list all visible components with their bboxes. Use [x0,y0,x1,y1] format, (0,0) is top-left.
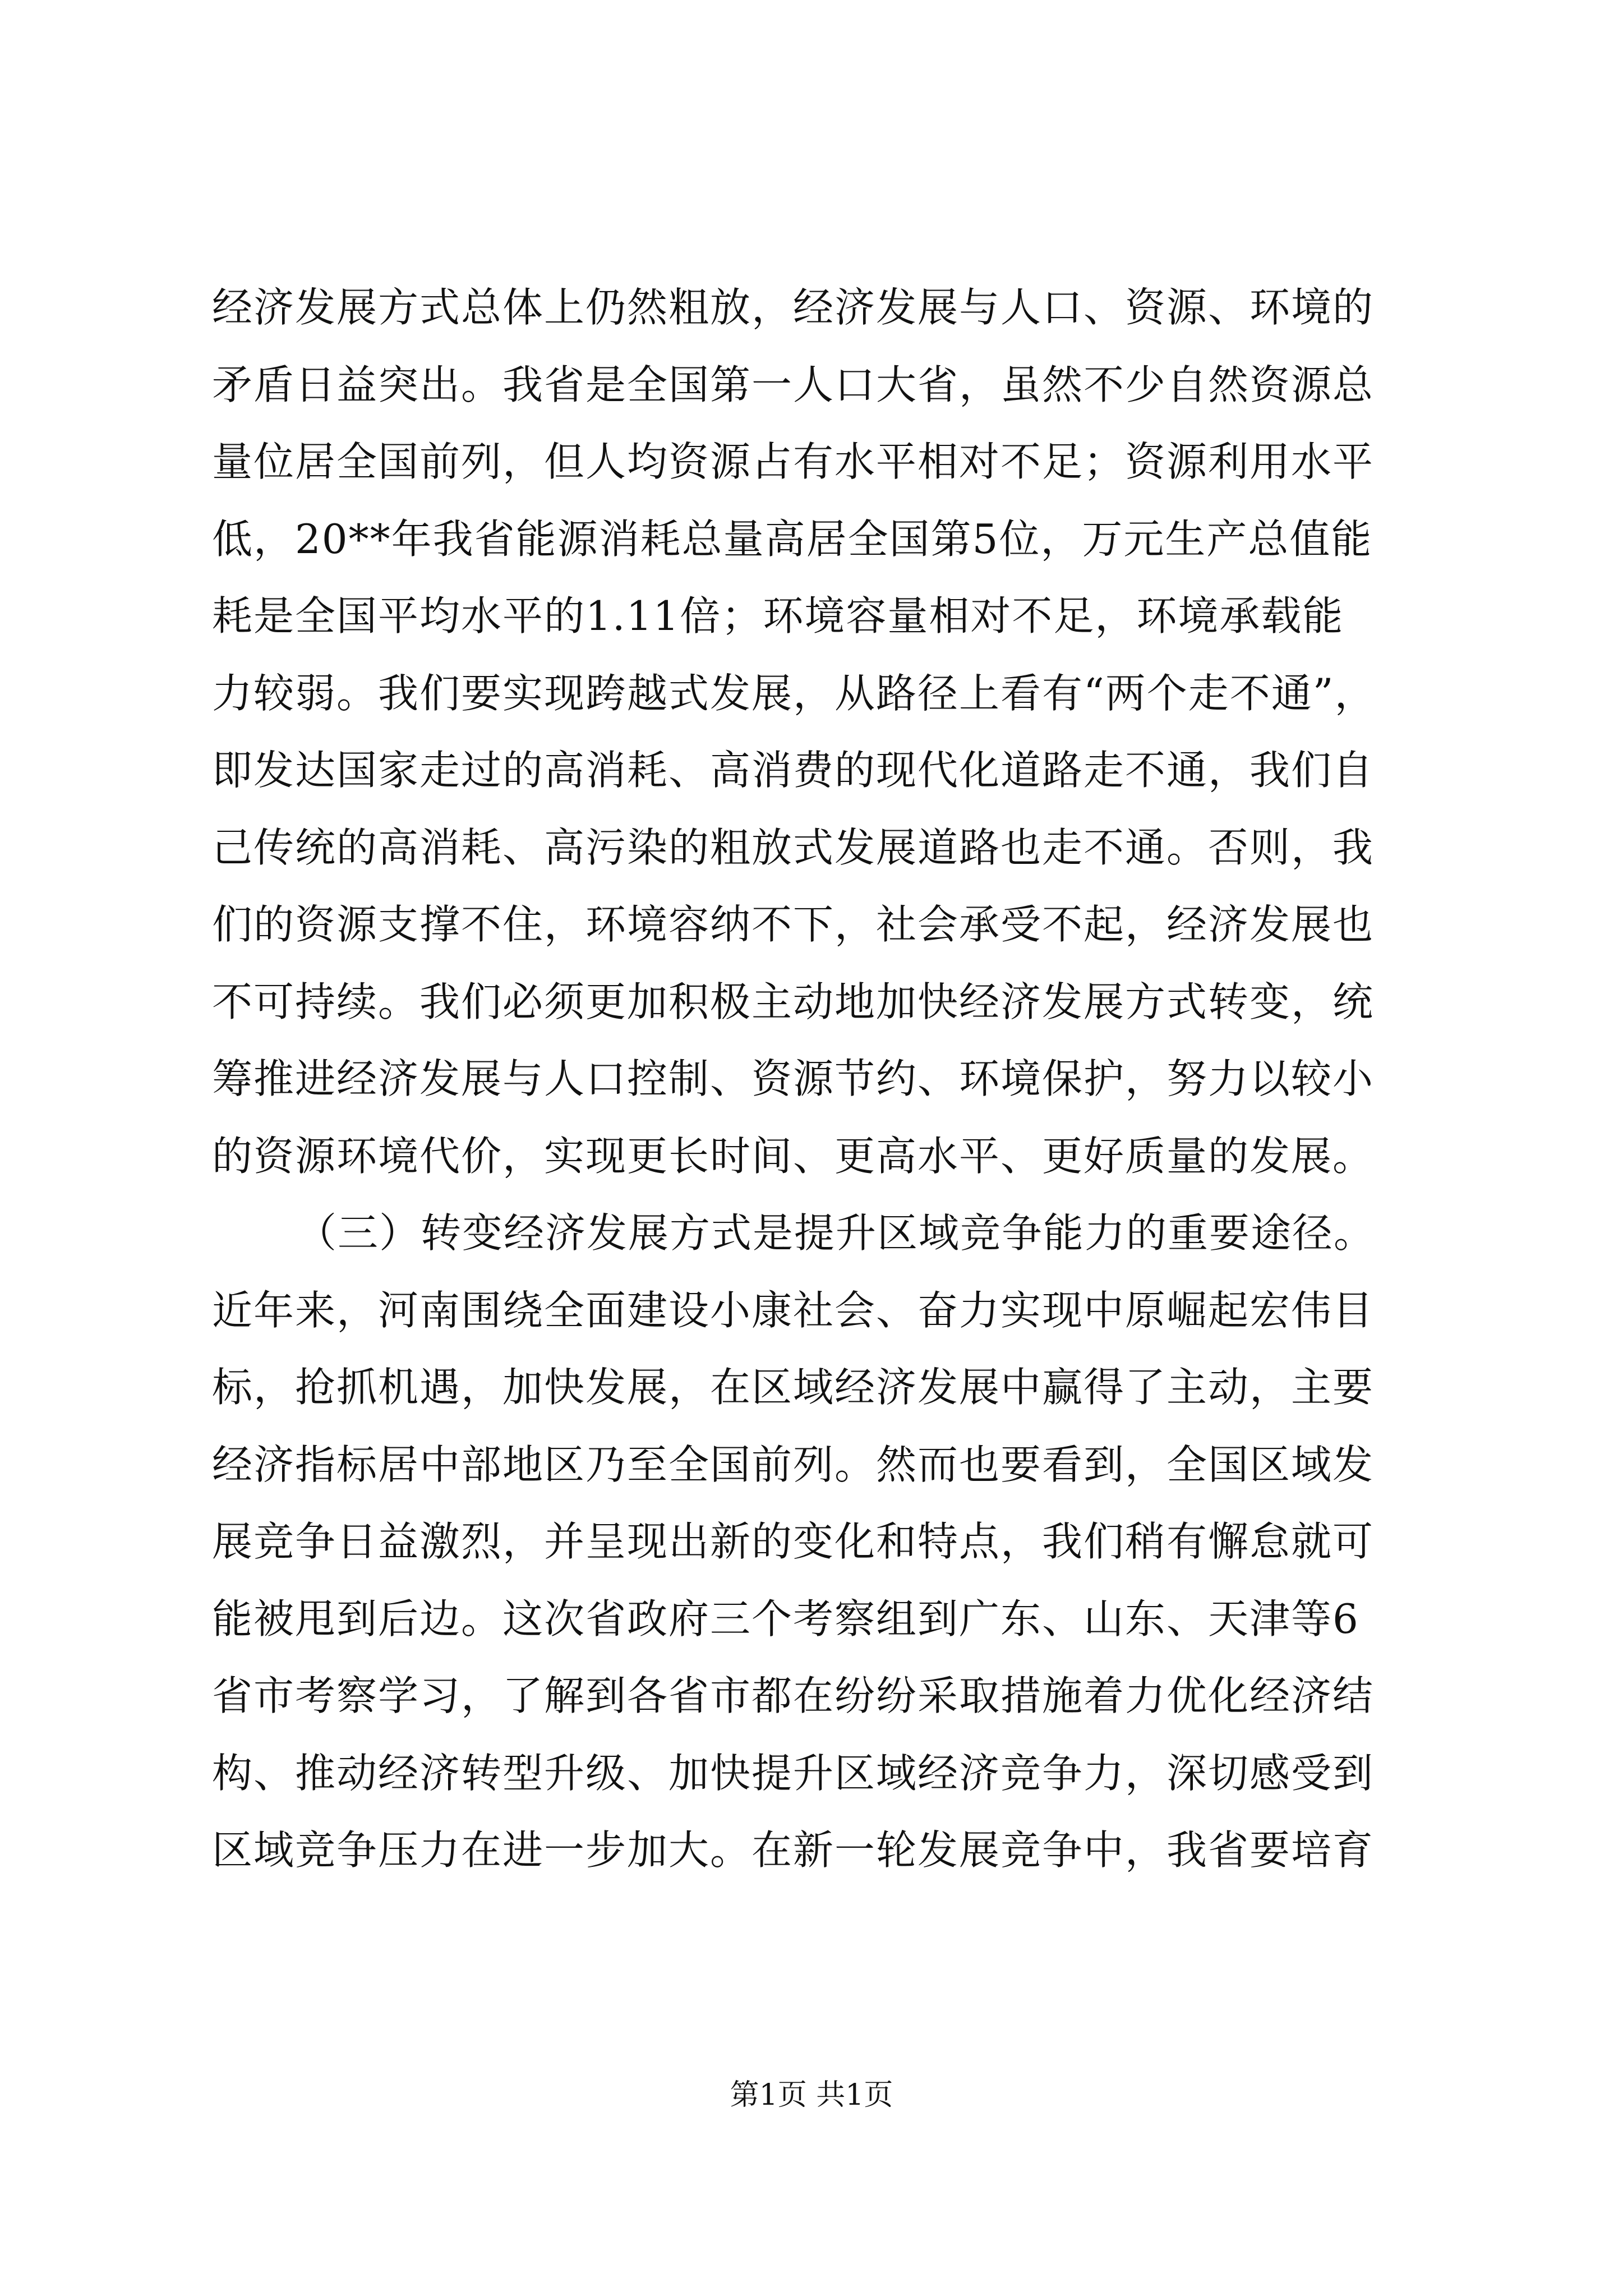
text-line: 标，抢抓机遇，加快发展，在区域经济发展中赢得了主动，主要 [212,1364,1375,1411]
body-text [212,269,1418,1889]
text-line: 己传统的高消耗、高污染的粗放式发展道路也走不通。否则，我 [212,823,1375,871]
text-line: 力较弱。我们要实现跨越式发展，从路径上看有“两个走不通”， [212,669,1376,717]
text-line: 低，20**年我省能源消耗总量高居全国第5位，万元生产总值能 [212,515,1373,563]
text-line: 耗是全国平均水平的1.11倍；环境容量相对不足，环境承载能 [212,592,1344,639]
text-line: 量位居全国前列，但人均资源占有水平相对不足；资源利用水平 [212,438,1375,485]
text-line: 筹推进经济发展与人口控制、资源节约、环境保护，努力以较小 [212,1055,1375,1102]
text-line: 不可持续。我们必须更加积极主动地加快经济发展方式转变，统 [212,978,1375,1025]
page-number: 第1页 共1页 [730,2078,893,2112]
text-line: 区域竞争压力在进一步加大。在新一轮发展竞争中，我省要培育 [212,1826,1375,1874]
text-line: 能被甩到后边。这次省政府三个考察组到广东、山东、天津等6 [212,1595,1359,1642]
text-line: 省市考察学习，了解到各省市都在纷纷采取措施着力优化经济结 [212,1672,1375,1719]
text-line: 即发达国家走过的高消耗、高消费的现代化道路走不通，我们自 [212,747,1375,794]
text-line: 矛盾日益突出。我省是全国第一人口大省，虽然不少自然资源总 [212,361,1375,408]
text-line: 构、推动经济转型升级、加快提升区域经济竞争力，深切感受到 [212,1749,1375,1797]
text-line: 经济指标居中部地区乃至全国前列。然而也要看到，全国区域发 [212,1441,1375,1488]
section-heading-line: （三）转变经济发展方式是提升区域竞争能力的重要途径。 [296,1209,1376,1257]
page-footer [0,2076,1623,2115]
text-line: 展竞争日益激烈，并呈现出新的变化和特点，我们稍有懈怠就可 [212,1518,1375,1565]
text-line: 们的资源支撑不住，环境容纳不下，社会承受不起，经济发展也 [212,901,1375,948]
text-line: 经济发展方式总体上仍然粗放，经济发展与人口、资源、环境的 [212,284,1375,331]
text-line: 近年来，河南围绕全面建设小康社会、奋力实现中原崛起宏伟目 [212,1286,1375,1334]
text-line: 的资源环境代价，实现更长时间、更高水平、更好质量的发展。 [212,1132,1375,1180]
